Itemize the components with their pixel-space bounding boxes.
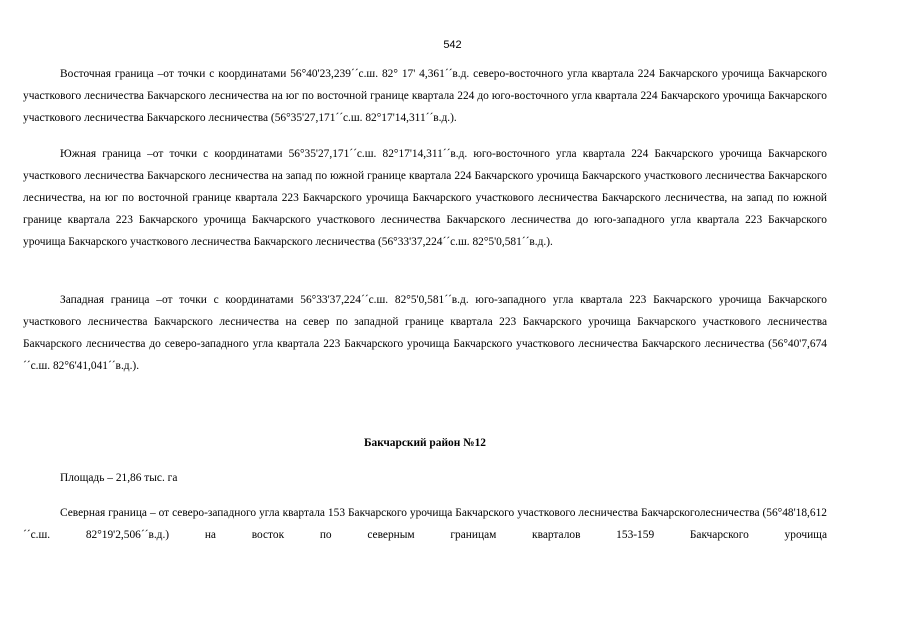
north-boundary-paragraph: Северная граница – от северо-западного угла квартала 153 Бакчарского урочища Бакчарского участкового лесничества Бакчарскоголесничества (56°48'18,612´´с.ш. 82°19'2,506´´в.д.) на восток по северным границам кварталов 153-159 Бакчарского урочища — [23, 507, 827, 541]
area-line: Площадь – 21,86 тыс. га — [60, 472, 178, 484]
south-boundary-paragraph: Южная граница –от точки с координатами 56°35'27,171´´с.ш. 82°17'14,311´´в.д. юго-восточного угла квартала 224 Бакчарского урочища Бакчарского участкового лесничества Бакчарского лесничества на запад по южной границе квартала 224 Бакчарского урочища Бакчарского участкового лесничества Бакчарского лесничества, на юг по восточной границе квартала 223 Бакчарского урочища Бакчарского участкового лесничества Бакчарского лесничества, на запад по южной границе квартала 223 Бакчарского урочища Бакчарского участкового лесничества Бакчарского лесничества до юго-западного угла квартала 223 Бакчарского урочища Бакчарского участкового лесничества Бакчарского лесничества (56°33'37,224´´с.ш. 82°5'0,581´´в.д.). — [23, 148, 827, 248]
page-number: 542 — [443, 39, 462, 51]
east-boundary-paragraph: Восточная граница –от точки с координатами 56°40'23,239´´с.ш. 82° 17' 4,361´´в.д. северо-восточного угла квартала 224 Бакчарского урочища Бакчарского участкового лесничества Бакчарского лесничества на юг по восточной границе квартала 224 до юго-восточного угла квартала 224 Бакчарского урочища Бакчарского участкового лесничества Бакчарского лесничества (56°35'27,171´´с.ш. 82°17'14,311´´в.д.). — [23, 68, 827, 124]
district-heading: Бакчарский район №12 — [364, 437, 486, 449]
west-boundary-paragraph: Западная граница –от точки с координатами 56°33'37,224´´с.ш. 82°5'0,581´´в.д. юго-западного угла квартала 223 Бакчарского урочища Бакчарского участкового лесничества Бакчарского лесничества на север по западной границе квартала 223 Бакчарского урочища Бакчарского участкового лесничества Бакчарского лесничества до северо-западного угла квартала 223 Бакчарского урочища Бакчарского участкового лесничества Бакчарского лесничества (56°40'7,674´´с.ш. 82°6'41,041´´в.д.). — [23, 294, 827, 372]
